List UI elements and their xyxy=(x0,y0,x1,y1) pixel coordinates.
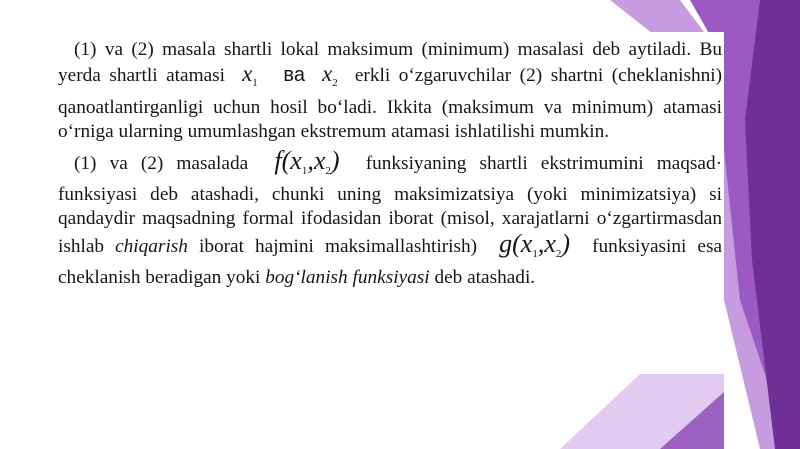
paragraph-1-intro: (1) va (2) masala shartli lokal maksimum (minimum) masalasi deb aytiladi. Bu yerda shartli atamasi xyxy=(58,39,722,87)
paragraph-2-body: funksiyaning shartli ekstrimumini maqsad· funksiyasi deb atashadi, chunki uning maksimizatsiya (yoki minimizatsiya) si qandaydir maqsadning formal ifodasidan iborat (misol, xarajatlarni o‘zgartirmasdan ishlab xyxy=(58,152,723,257)
document-body xyxy=(58,38,722,291)
math-func-g: $g(x_1,x_2)$ xyxy=(499,228,571,260)
paragraph-2-intro: (1) va (2) masalada xyxy=(74,152,249,174)
paragraph-2-body-2: iborat hajmini maksimallashtirish) xyxy=(199,235,478,257)
paragraph-2-final: deb atashadi. xyxy=(434,267,536,289)
paragraph-1 xyxy=(58,38,722,145)
italic-term: bog‘lanish funksiyasi xyxy=(265,267,430,289)
paragraph-2 xyxy=(58,145,723,291)
paragraph-2-end: funksiyasini esa cheklanish beradigan yoki xyxy=(58,235,723,289)
paragraph-1-rest: erkli o‘zgaruvchilar (2) shartni (cheklanishni) qanoatlantirganligi uchun hosil bo‘ladi. Ikkita (maksimum va minimum) atamasi o‘rniga ularning umumlashgan ekstremum atamasi ishlatilishi mumkin. xyxy=(58,65,723,143)
math-var-x1: $x_1$ xyxy=(242,61,258,90)
italic-word: chiqarish xyxy=(115,235,188,257)
conjunction-va: ва xyxy=(283,64,305,87)
math-func-f: $f(x_1,x_2)$ xyxy=(274,145,340,177)
math-var-x2: $x_2$ xyxy=(322,61,338,90)
